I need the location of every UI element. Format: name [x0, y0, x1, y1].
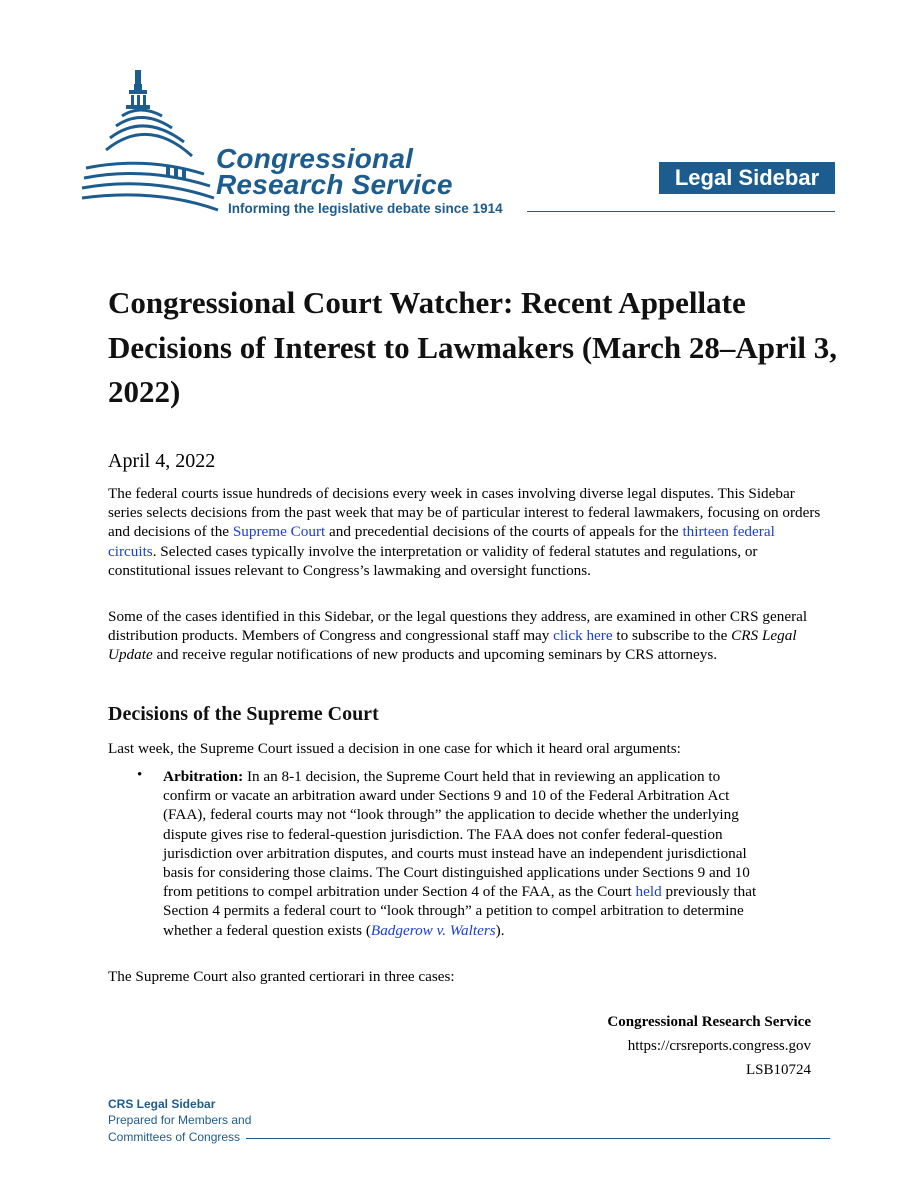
footer-series-label: CRS Legal Sidebar: [108, 1097, 216, 1111]
footer-audience-line-1: Prepared for Members and: [108, 1113, 252, 1127]
crs-tagline: Informing the legislative debate since 1914: [228, 201, 503, 216]
org-name-line-2: Research Service: [216, 169, 453, 200]
text-span: In an 8-1 decision, the Supreme Court held that in reviewing an application to confirm or vacate an arbitration award under Sections 9 and 10 of the Federal Arbitration Act (FAA), federal courts may not “look through” the application to decide whether the underlying dispute gives rise to federal-question jurisdiction. The FAA does not confer federal-question jurisdiction over arbitration disputes, and courts must instead have an independent jurisdictional basis for considering those claims. The Court distinguished applications under Sections 9 and 10 from petitions to compel arbitration under Section 4 of the FAA, as the Court: [163, 768, 750, 901]
crs-organization-name: [216, 143, 453, 200]
text-span: The federal courts issue hundreds of decisions every week in cases involving diverse legal disputes. This Sidebar series selects decisions from the past week that may be of particular interest to federal lawmakers, focusing on orders and decisions of the: [108, 485, 821, 541]
text-span: . Selected cases typically involve the interpretation or validity of federal statutes and regulations, or constitutional issues relevant to Congress’s lawmaking and oversight functions.: [108, 542, 758, 579]
federal-circuits-link[interactable]: thirteen federal circuits: [108, 523, 775, 560]
certiorari-lead: The Supreme Court also granted certiorari in three cases:: [108, 968, 455, 985]
text-span: and precedential decisions of the courts of appeals for the: [325, 523, 683, 541]
intro-paragraph-2: [108, 607, 826, 665]
org-name-line-1: Congressional: [216, 143, 414, 174]
crs-legal-update-title: CRS Legal Update: [108, 627, 797, 664]
text-span: and receive regular notifications of new products and upcoming seminars by CRS attorneys.: [152, 646, 718, 664]
report-id: LSB10724: [745, 1062, 811, 1078]
bullet-marker: •: [137, 767, 143, 783]
subscribe-link[interactable]: click here: [553, 627, 613, 645]
section-lead: Last week, the Supreme Court issued a decision in one case for which it heard oral arguments:: [108, 740, 681, 757]
text-span: previously that Section 4 permits a federal court to “look through” a petition to compel arbitration to determine whether a federal question exists (: [163, 883, 757, 939]
supreme-court-link[interactable]: Supreme Court: [232, 523, 326, 541]
arbitration-bullet: [163, 767, 763, 940]
publication-date: April 4, 2022: [108, 450, 216, 472]
document-title: Congressional Court Watcher: Recent Appellate Decisions of Interest to Lawmakers (March 28–April 3, 2022): [108, 285, 837, 409]
footer-organization: Congressional Research Service: [607, 1014, 811, 1030]
footer-divider: [246, 1138, 830, 1139]
text-span: to subscribe to the: [612, 627, 732, 645]
footer-url: https://crsreports.congress.gov: [627, 1038, 811, 1054]
header-divider: [527, 211, 835, 212]
legal-sidebar-badge: Legal Sidebar: [659, 162, 835, 194]
text-span: ).: [495, 921, 505, 939]
text-span: Some of the cases identified in this Sidebar, or the legal questions they address, are examined in other CRS general distribution products. Members of Congress and congressional staff may: [108, 608, 808, 645]
badgerow-case-link[interactable]: Badgerow v. Walters: [370, 921, 496, 939]
bullet-label: Arbitration:: [163, 768, 244, 785]
intro-paragraph-1: [108, 484, 826, 580]
crs-capitol-dome-logo: [76, 64, 226, 224]
footer-audience-line-2: Committees of Congress: [108, 1130, 241, 1144]
held-link[interactable]: held: [635, 883, 662, 901]
section-heading: Decisions of the Supreme Court: [108, 703, 379, 725]
